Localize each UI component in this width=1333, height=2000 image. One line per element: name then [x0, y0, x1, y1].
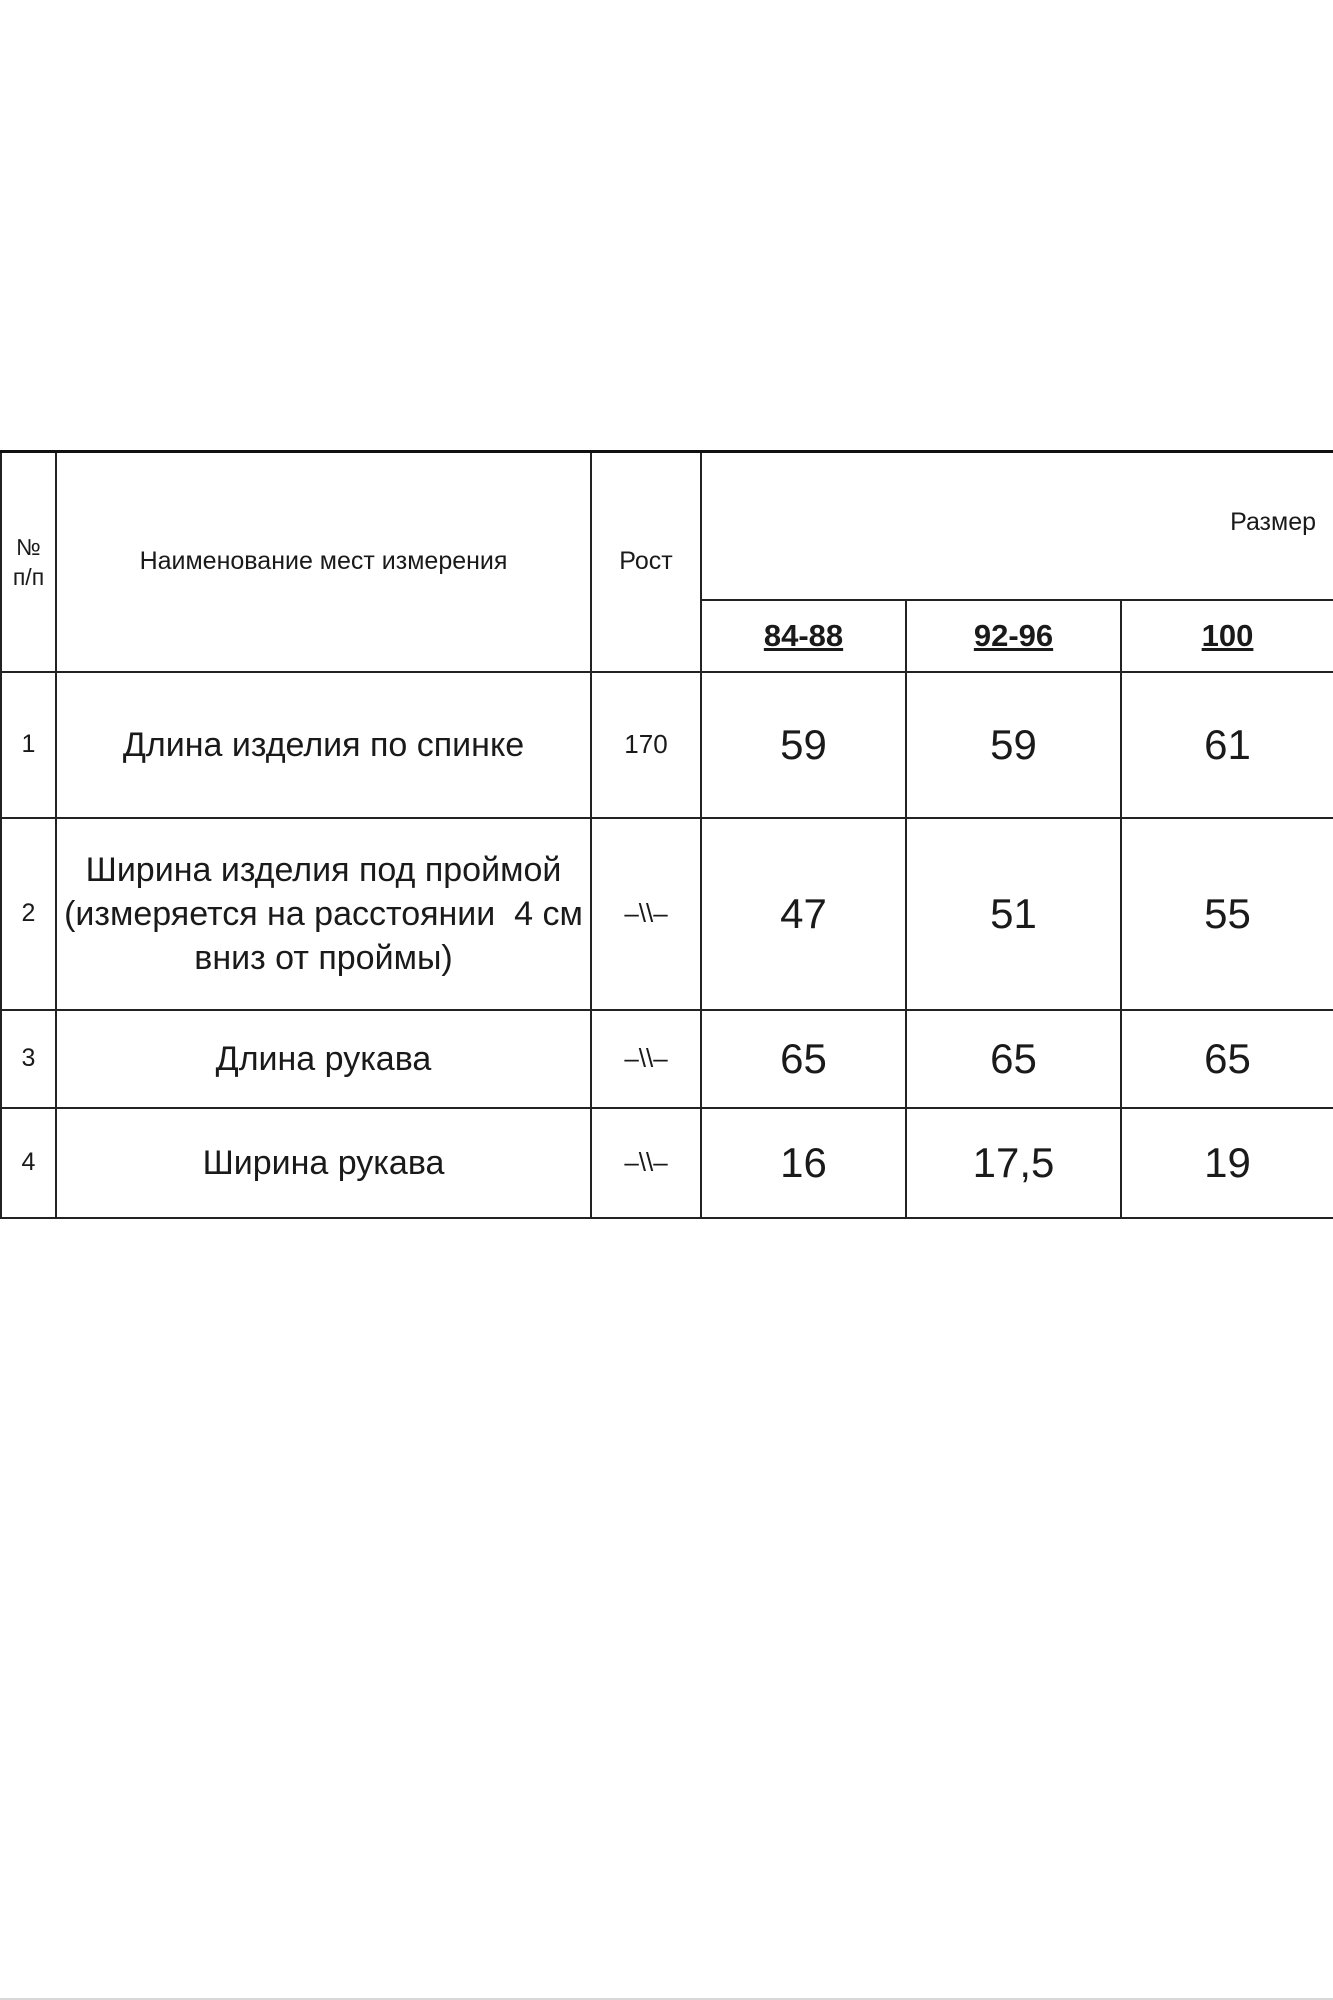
row-measurement-name	[56, 818, 591, 1010]
row-number: 4	[1, 1108, 56, 1218]
header-size-84-88: 84-88	[701, 600, 906, 672]
row-measurement-name	[56, 1010, 591, 1108]
header-number-abbrev: п/п	[12, 563, 45, 590]
row-height: –\\–	[591, 818, 701, 1010]
row-name-line: вниз от проймы)	[194, 938, 453, 977]
row-name-line: Длина изделия по спинке	[122, 725, 525, 764]
table-header-row	[1, 452, 1333, 600]
size-chart-table	[0, 450, 1333, 1219]
row-number: 2	[1, 818, 56, 1010]
row-value-size-92-96: 51	[906, 818, 1121, 1010]
header-size-100: 100	[1121, 600, 1333, 672]
row-measurement-name	[56, 672, 591, 818]
row-number: 1	[1, 672, 56, 818]
row-value-size-84-88: 16	[701, 1108, 906, 1218]
row-height: –\\–	[591, 1010, 701, 1108]
row-value-size-100: 55	[1121, 818, 1333, 1010]
row-value-size-100: 65	[1121, 1010, 1333, 1108]
row-value-size-100: 19	[1121, 1108, 1333, 1218]
row-name-line: Ширина изделия под проймой	[85, 850, 562, 889]
table-row	[1, 672, 1333, 818]
header-number-symbol: №	[16, 533, 41, 560]
row-name-line: Длина рукава	[215, 1039, 432, 1078]
table-row	[1, 1010, 1333, 1108]
table-row	[1, 1108, 1333, 1218]
row-height: 170	[591, 672, 701, 818]
row-measurement-name	[56, 1108, 591, 1218]
row-value-size-100: 61	[1121, 672, 1333, 818]
row-height: –\\–	[591, 1108, 701, 1218]
header-size-group: Размер	[701, 452, 1333, 600]
table-row	[1, 818, 1333, 1010]
row-number: 3	[1, 1010, 56, 1108]
row-name-line: (измеряется на расстоянии 4 см	[64, 894, 583, 933]
header-height: Рост	[591, 452, 701, 672]
row-value-size-92-96: 17,5	[906, 1108, 1121, 1218]
row-value-size-84-88: 65	[701, 1010, 906, 1108]
row-value-size-84-88: 47	[701, 818, 906, 1010]
row-name-line: Ширина рукава	[202, 1143, 445, 1182]
row-value-size-92-96: 65	[906, 1010, 1121, 1108]
row-value-size-84-88: 59	[701, 672, 906, 818]
row-value-size-92-96: 59	[906, 672, 1121, 818]
header-measurement-name: Наименование мест измерения	[56, 452, 591, 672]
header-number-cell	[1, 452, 56, 672]
header-size-92-96: 92-96	[906, 600, 1121, 672]
